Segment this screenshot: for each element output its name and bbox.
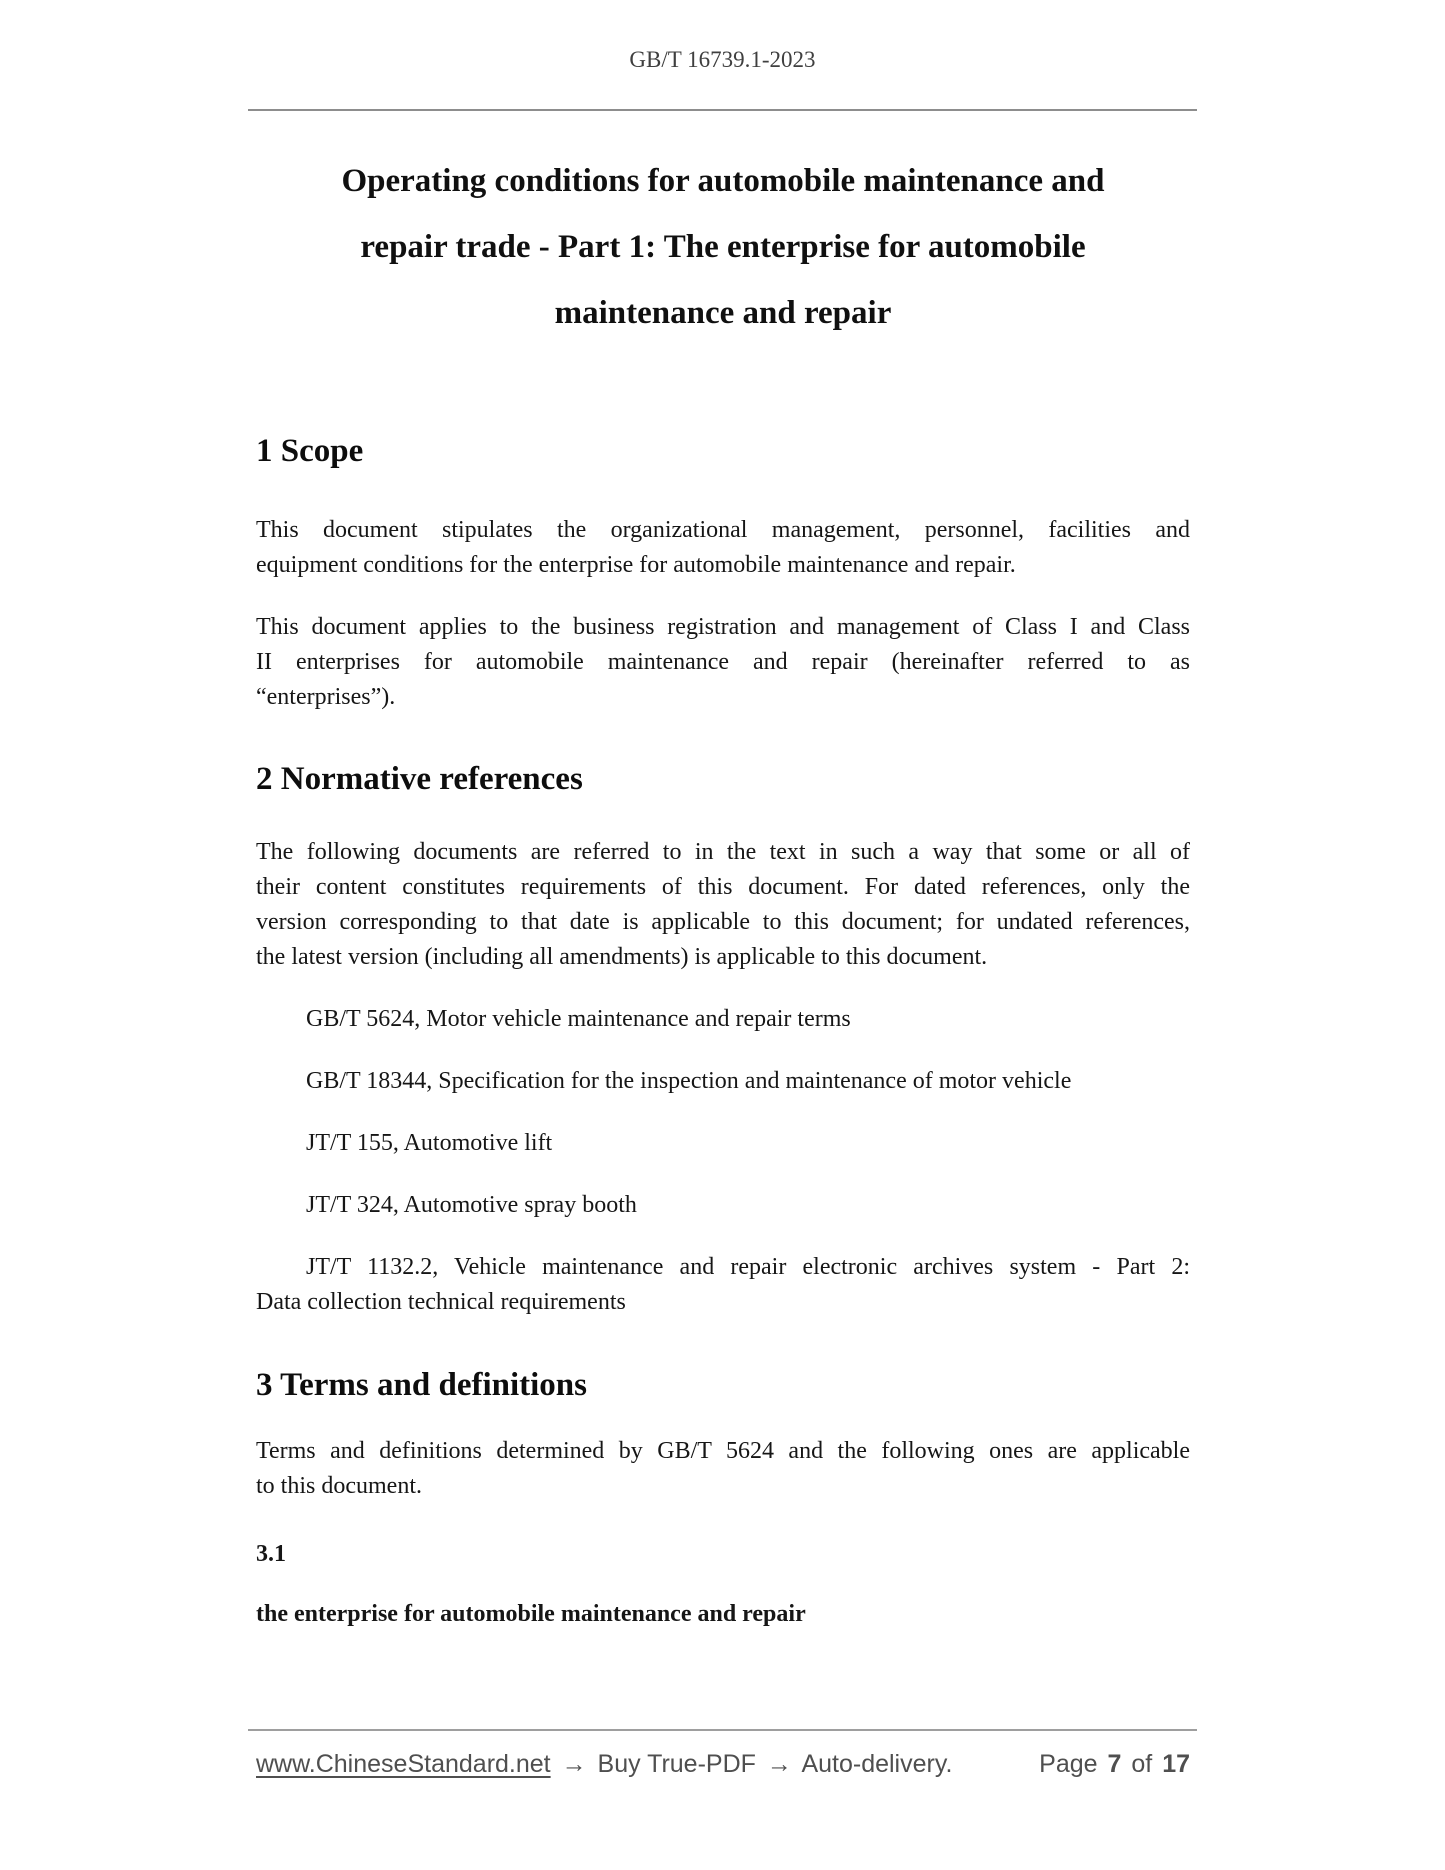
document-body xyxy=(256,110,1190,1632)
paragraph-scope-2 xyxy=(256,610,1190,715)
footer-source-line xyxy=(256,1747,952,1781)
title-line-3: maintenance and repair xyxy=(554,295,892,331)
text-line: II enterprises for automobile maintenance and repair (hereinafter referred to as xyxy=(256,649,1190,675)
text-line: The following documents are referred to in the text in such a way that some or all of xyxy=(256,839,1190,865)
arrow-icon: → xyxy=(561,1750,587,1778)
page-label: Page xyxy=(1039,1750,1098,1778)
text-line: “enterprises”). xyxy=(256,684,396,710)
arrow-icon: → xyxy=(766,1750,792,1778)
text-line: This document applies to the business registration and management of Class I and Class xyxy=(256,614,1190,640)
footer-action-delivery: Auto-delivery. xyxy=(801,1750,953,1778)
paragraph-terms xyxy=(256,1434,1190,1504)
title-line-1: Operating conditions for automobile maintenance and xyxy=(341,163,1105,199)
text-line: This document stipulates the organizational management, personnel, facilities and xyxy=(256,517,1190,543)
text-line: Terms and definitions determined by GB/T 5624 and the following ones are applicable xyxy=(256,1438,1190,1464)
document-title xyxy=(256,148,1190,346)
text-line: JT/T 155, Automotive lift xyxy=(306,1130,553,1156)
title-line-2: repair trade - Part 1: The enterprise for automobile xyxy=(360,229,1086,265)
text-line: GB/T 5624, Motor vehicle maintenance and repair terms xyxy=(306,1006,851,1032)
page-indicator xyxy=(1039,1747,1190,1781)
website-link[interactable]: www.ChineseStandard.net xyxy=(256,1750,551,1778)
page-total: 17 xyxy=(1162,1750,1190,1778)
text-line: JT/T 1132.2, Vehicle maintenance and repair electronic archives system - Part 2: xyxy=(306,1254,1190,1280)
reference-item-jtt324 xyxy=(256,1188,1190,1223)
text-line: JT/T 324, Automotive spray booth xyxy=(306,1192,637,1218)
section-heading-scope: 1 Scope xyxy=(256,433,364,469)
text-line: equipment conditions for the enterprise for automobile maintenance and repair. xyxy=(256,552,1016,578)
reference-item-gbt5624 xyxy=(256,1002,1190,1037)
reference-item-jtt155 xyxy=(256,1126,1190,1161)
text-line: Data collection technical requirements xyxy=(256,1289,626,1315)
page-current: 7 xyxy=(1107,1750,1122,1778)
clause-number: 3.1 xyxy=(256,1541,286,1567)
standard-code: GB/T 16739.1-2023 xyxy=(629,47,816,72)
of-label: of xyxy=(1131,1750,1153,1778)
text-line: version corresponding to that date is applicable to this document; for undated references, xyxy=(256,909,1190,935)
paragraph-scope-1 xyxy=(256,513,1190,583)
footer-action-buy: Buy True-PDF xyxy=(597,1750,756,1778)
defined-term: the enterprise for automobile maintenance and repair xyxy=(256,1601,806,1627)
paragraph-normative xyxy=(256,835,1190,975)
page-footer xyxy=(256,1747,1190,1781)
footer-rule xyxy=(248,1729,1197,1731)
text-line: the latest version (including all amendments) is applicable to this document. xyxy=(256,944,988,970)
text-line: GB/T 18344, Specification for the inspection and maintenance of motor vehicle xyxy=(306,1068,1072,1094)
text-line: their content constitutes requirements of this document. For dated references, only the xyxy=(256,874,1190,900)
text-line: to this document. xyxy=(256,1473,422,1499)
reference-item-jtt1132-2 xyxy=(256,1250,1190,1320)
section-heading-terms-definitions: 3 Terms and definitions xyxy=(256,1367,587,1403)
reference-item-gbt18344 xyxy=(256,1064,1190,1099)
section-heading-normative-references: 2 Normative references xyxy=(256,761,583,797)
